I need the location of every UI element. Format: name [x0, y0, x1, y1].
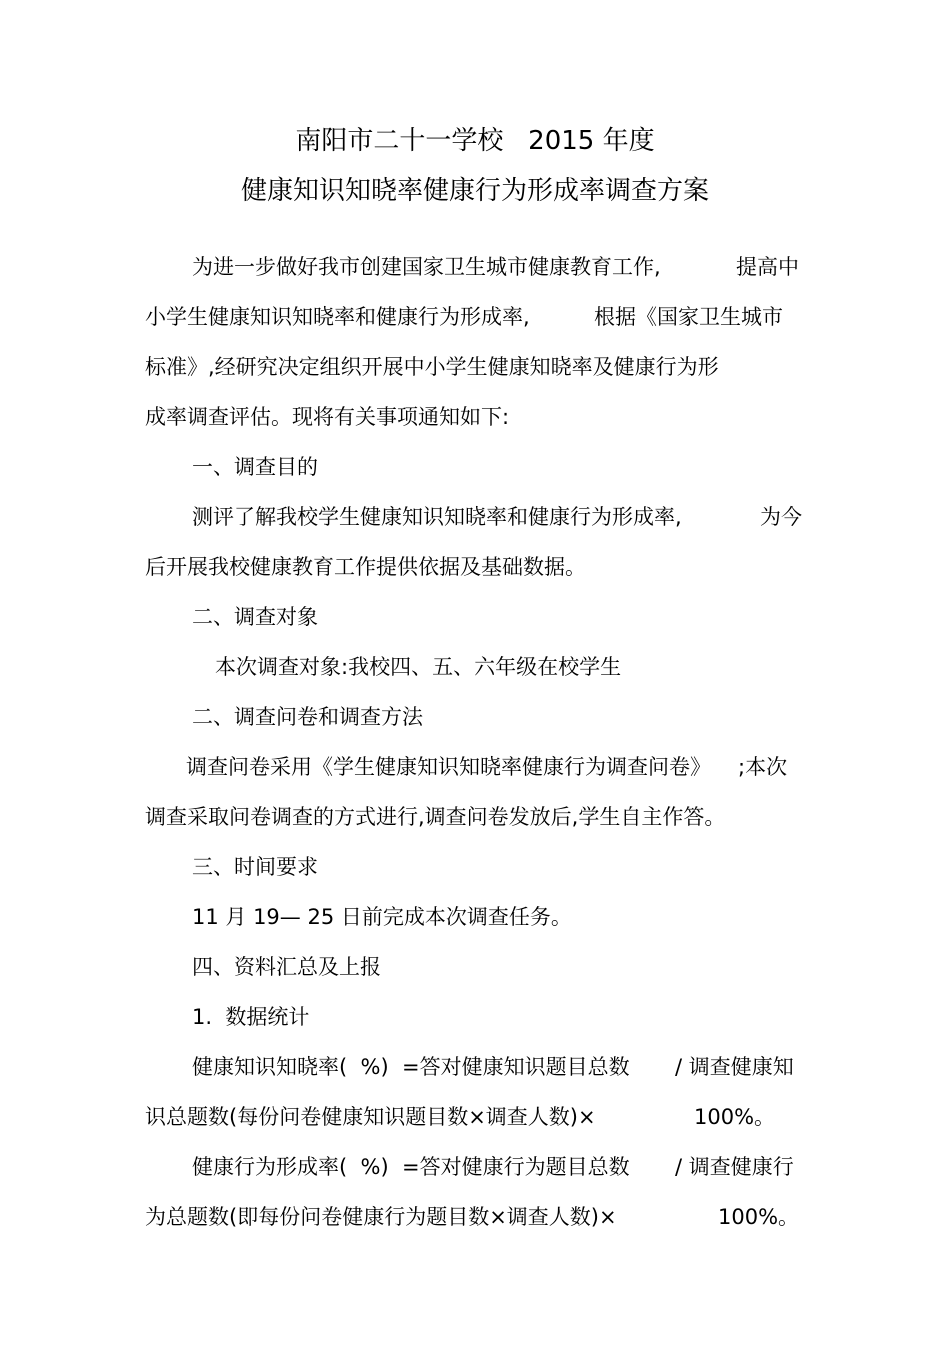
section-heading-subjects: 二、调查对象	[192, 605, 318, 629]
title-line-2: 健康知识知晓率健康行为形成率调查方案	[240, 176, 709, 206]
intro-line-1b: 提高中	[736, 255, 799, 279]
intro-line-3: 标准》,经研究决定组织开展中小学生健康知晓率及健康行为形	[145, 355, 719, 379]
time-line-1: 11 月 19— 25 日前完成本次调查任务。	[192, 905, 572, 929]
intro-line-2a: 小学生健康知识知晓率和健康行为形成率,	[145, 305, 530, 329]
intro-line-2b: 根据《国家卫生城市	[594, 305, 783, 329]
formula-1-line-1a: 健康知识知晓率( %) =答对健康知识题目总数	[192, 1055, 630, 1079]
method-line-1b: ;本次	[738, 755, 788, 779]
formula-2-line-2a: 为总题数(即每份问卷健康行为题目数×调查人数)×	[145, 1205, 617, 1229]
formula-1-line-1b: / 调查健康知	[675, 1055, 794, 1079]
formula-1-line-2b: 100%。	[694, 1105, 776, 1129]
formula-1-line-2a: 识总题数(每份问卷健康知识题目数×调查人数)×	[145, 1105, 596, 1129]
purpose-line-1b: 为今	[760, 505, 802, 529]
subjects-line-1: 本次调查对象:我校四、五、六年级在校学生	[215, 655, 622, 679]
subsection-data-stats: 1. 数据统计	[192, 1005, 310, 1029]
formula-2-line-1b: / 调查健康行	[675, 1155, 794, 1179]
purpose-line-2: 后开展我校健康教育工作提供依据及基础数据。	[145, 555, 586, 579]
formula-2-line-1a: 健康行为形成率( %) =答对健康行为题目总数	[192, 1155, 630, 1179]
intro-line-1a: 为进一步做好我市创建国家卫生城市健康教育工作,	[192, 255, 661, 279]
title-line-1: 南阳市二十一学校 2015 年度	[295, 126, 655, 156]
method-line-2: 调查采取问卷调查的方式进行,调查问卷发放后,学生自主作答。	[145, 805, 726, 829]
section-heading-time: 三、时间要求	[192, 855, 318, 879]
method-line-1a: 调查问卷采用《学生健康知识知晓率健康行为调查问卷》	[186, 755, 711, 779]
section-heading-method: 二、调查问卷和调查方法	[192, 705, 423, 729]
intro-line-4: 成率调查评估。现将有关事项通知如下:	[145, 405, 510, 429]
section-heading-report: 四、资料汇总及上报	[192, 955, 381, 979]
formula-2-line-2b: 100%。	[718, 1205, 800, 1229]
section-heading-purpose: 一、调查目的	[192, 455, 318, 479]
purpose-line-1a: 测评了解我校学生健康知识知晓率和健康行为形成率,	[192, 505, 682, 529]
